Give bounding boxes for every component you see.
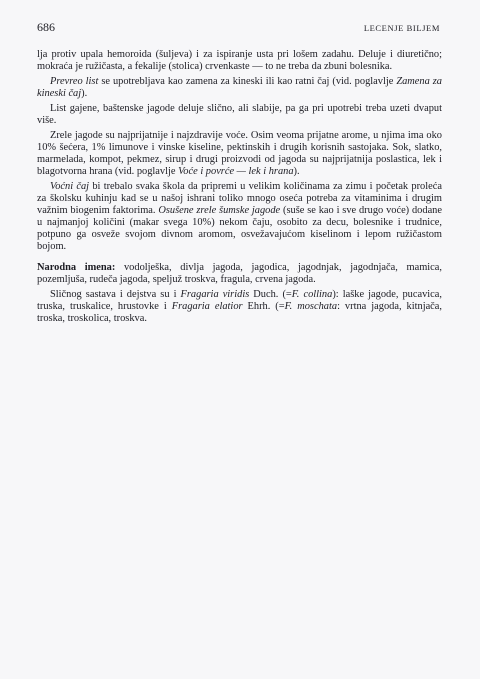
text-segment: se upotrebljava kao zamena za kineski ili kao ratni čaj (vid. poglavlje — [98, 76, 397, 87]
text-segment: lja protiv upala hemoroida (šuljeva) i za ispiranje usta pri lošem zadahu. Deluje i diuretično; mokraća je ružičasta, a fekalije (stolica) crvenkaste — to ne treba da zbuni bolesnika. — [37, 49, 442, 72]
text-segment: List gajene, baštenske jagode deluje slično, ali slabije, pa ga pri upotrebi treba uzeti dvaput više. — [37, 103, 442, 126]
running-head: LECENJE BILJEM — [363, 23, 440, 33]
text-segment: Zamena za kineski čaj — [37, 76, 442, 99]
text-segment: Voćni čaj — [50, 181, 90, 192]
paragraph-p5 — [37, 181, 442, 253]
text-segment: Ehrh. (= — [242, 301, 285, 312]
text-segment: F. collina — [291, 289, 333, 300]
text-segment: Duch. (= — [249, 289, 292, 300]
text-segment: Voće i povrće — lek i hrana — [178, 166, 294, 177]
paragraph-p2 — [37, 76, 442, 100]
text-segment: Fragaria elatior — [171, 301, 243, 312]
text-segment: Prevreo list — [50, 76, 99, 87]
paragraph-p3 — [37, 103, 442, 127]
text-segment: F. moschata — [284, 301, 338, 312]
text-segment: bi trebalo svaka škola da pripremi u velikim količinama za zimu i početak proleća za školsku kuhinju kad se u našoj ishrani toliko mnogo oseća potreba za vitaminima i drugim važnim biogenim faktorima. — [37, 181, 442, 216]
text-segment: (suše se kao i sve drugo voće) dodane u najmanjoj količini (makar svega 10%) nekom čaju, osobito za decu, bolesnike i trudnice, potpuno ga osveže svojom divnom aromom, osvežavajućom kiselinom i lepom ružičastom bojom. — [37, 205, 442, 252]
text-segment: Osušene zrele šumske jagode — [158, 205, 281, 216]
text-segment: Fragaria viridis — [180, 289, 250, 300]
text-segment: Sličnog sastava i dejstva su i — [50, 289, 181, 300]
text-segment: vodolješka, divlja jagoda, jagodica, jagodnjak, jagodnjača, mamica, pozemljuša, rudeča jagoda, spelјuž troskva, fragula, crvena jagoda. — [37, 262, 442, 285]
text-segment: ). — [293, 166, 300, 177]
text-segment: : vrtna jagoda, kitnjača, troska, troskolica, troskva. — [37, 301, 443, 324]
text-segment: ): laške jagode, pucavica, truska, truskalice, hrustovke i — [37, 289, 442, 312]
text-segment: ). — [81, 88, 88, 99]
paragraph-p7 — [37, 289, 442, 325]
text-segment: Zrele jagode su najprijatnije i najzdravije voće. Osim veoma prijatne arome, u njima ima oko 10% šećera, 1% limunove i vinske kiseline, pektinskih i drugih korisnih sastojaka. Sok, slatko, marmelada, kompot, pekmez, sirup i drugi proizvodi od jagoda su najprijatnija poslastica, lek i blagotvorna hrana (vid. poglavlje — [37, 130, 442, 177]
paragraph-p4 — [37, 130, 442, 178]
paragraph-p6 — [37, 262, 442, 286]
page-body — [37, 49, 442, 328]
text-segment: Narodna imena: — [37, 262, 116, 273]
page-number: 686 — [37, 20, 55, 34]
paragraph-p1 — [37, 49, 442, 73]
page-header — [37, 20, 440, 35]
